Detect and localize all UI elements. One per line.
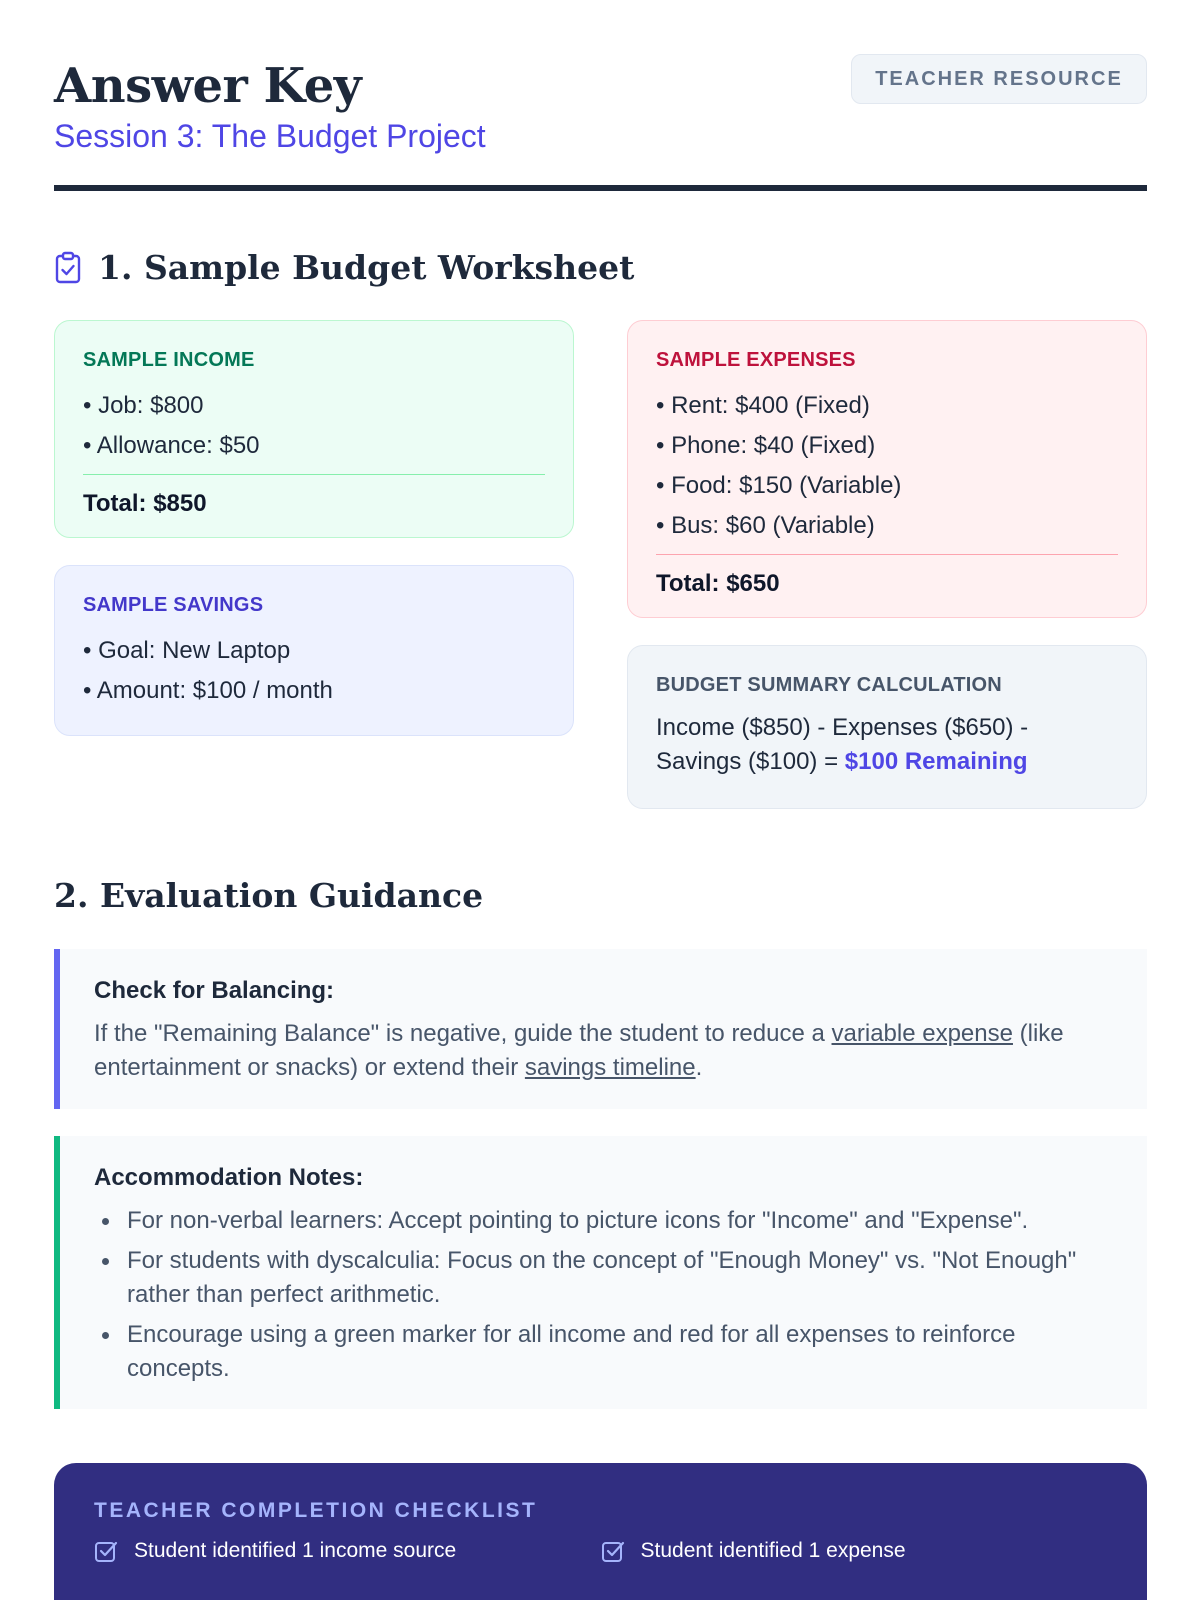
expense-item: • Bus: $60 (Variable) [656,512,875,539]
income-divider [83,474,545,475]
checkbox-checked-icon [94,1539,118,1563]
section-1-title: 1. Sample Budget Worksheet [98,248,635,287]
checklist-item-label: Student identified 1 expense [640,1539,906,1562]
balancing-text [94,1017,1113,1085]
summary-calculation [656,711,1118,779]
page-header [54,54,1147,194]
accommodation-notes [54,1136,1147,1409]
checklist-row [94,1539,1107,1563]
income-item: • Allowance: $50 [83,432,260,459]
balancing-text-a: If the "Remaining Balance" is negative, guide the student to reduce a [94,1020,832,1047]
summary-line-2: Savings ($100) = [656,748,845,775]
budget-summary-card [627,645,1147,809]
expense-item: • Rent: $400 (Fixed) [656,392,870,419]
summary-line-1: Income ($850) - Expenses ($650) - [656,714,1029,741]
list-item: For students with dyscalculia: Focus on the concept of "Enough Money" vs. "Not Enough" rather than perfect arithmetic. [94,1244,1113,1312]
summary-label: BUDGET SUMMARY CALCULATION [656,674,1002,696]
savings-item: • Amount: $100 / month [83,677,333,704]
checklist-item[interactable] [94,1539,601,1563]
expenses-total: Total: $650 [656,570,780,597]
checklist-item-label: Student identified 1 income source [134,1539,457,1562]
section-2-title: 2. Evaluation Guidance [54,876,484,915]
income-total: Total: $850 [83,490,207,517]
sample-expenses-card [627,320,1147,618]
section-1-heading [54,248,634,287]
remaining-amount: $100 Remaining [844,748,1028,775]
balancing-text-c: . [695,1054,703,1081]
page-title: Answer Key [54,58,362,114]
list-item: Encourage using a green marker for all income and red for all expenses to reinforce concepts. [94,1318,1113,1386]
accommodation-list [94,1204,1113,1386]
balancing-text-b: (like entertainment or snacks) or extend their [94,1020,1064,1081]
checklist-title: TEACHER COMPLETION CHECKLIST [94,1499,538,1522]
expenses-label: SAMPLE EXPENSES [656,349,856,371]
teacher-checklist [54,1463,1147,1600]
checkbox-checked-icon [601,1539,625,1563]
balancing-note [54,949,1147,1109]
page-subtitle: Session 3: The Budget Project [54,118,486,154]
list-item: For non-verbal learners: Accept pointing to picture icons for "Income" and "Expense". [94,1204,1113,1238]
accommodation-title: Accommodation Notes: [94,1164,364,1191]
expense-item: • Food: $150 (Variable) [656,472,902,499]
savings-timeline-term: savings timeline [524,1054,696,1081]
checklist-item[interactable] [601,1539,1108,1563]
income-item: • Job: $800 [83,392,204,419]
expenses-divider [656,554,1118,555]
header-divider [54,185,1147,191]
sample-income-card [54,320,574,538]
savings-item: • Goal: New Laptop [83,637,291,664]
clipboard-check-icon [54,251,84,285]
teacher-resource-badge: TEACHER RESOURCE [851,54,1147,104]
savings-label: SAMPLE SAVINGS [83,594,264,616]
variable-expense-term: variable expense [831,1020,1013,1047]
sample-savings-card [54,565,574,736]
section-2-heading [54,876,483,915]
balancing-title: Check for Balancing: [94,977,335,1004]
income-label: SAMPLE INCOME [83,349,255,371]
expense-item: • Phone: $40 (Fixed) [656,432,876,459]
